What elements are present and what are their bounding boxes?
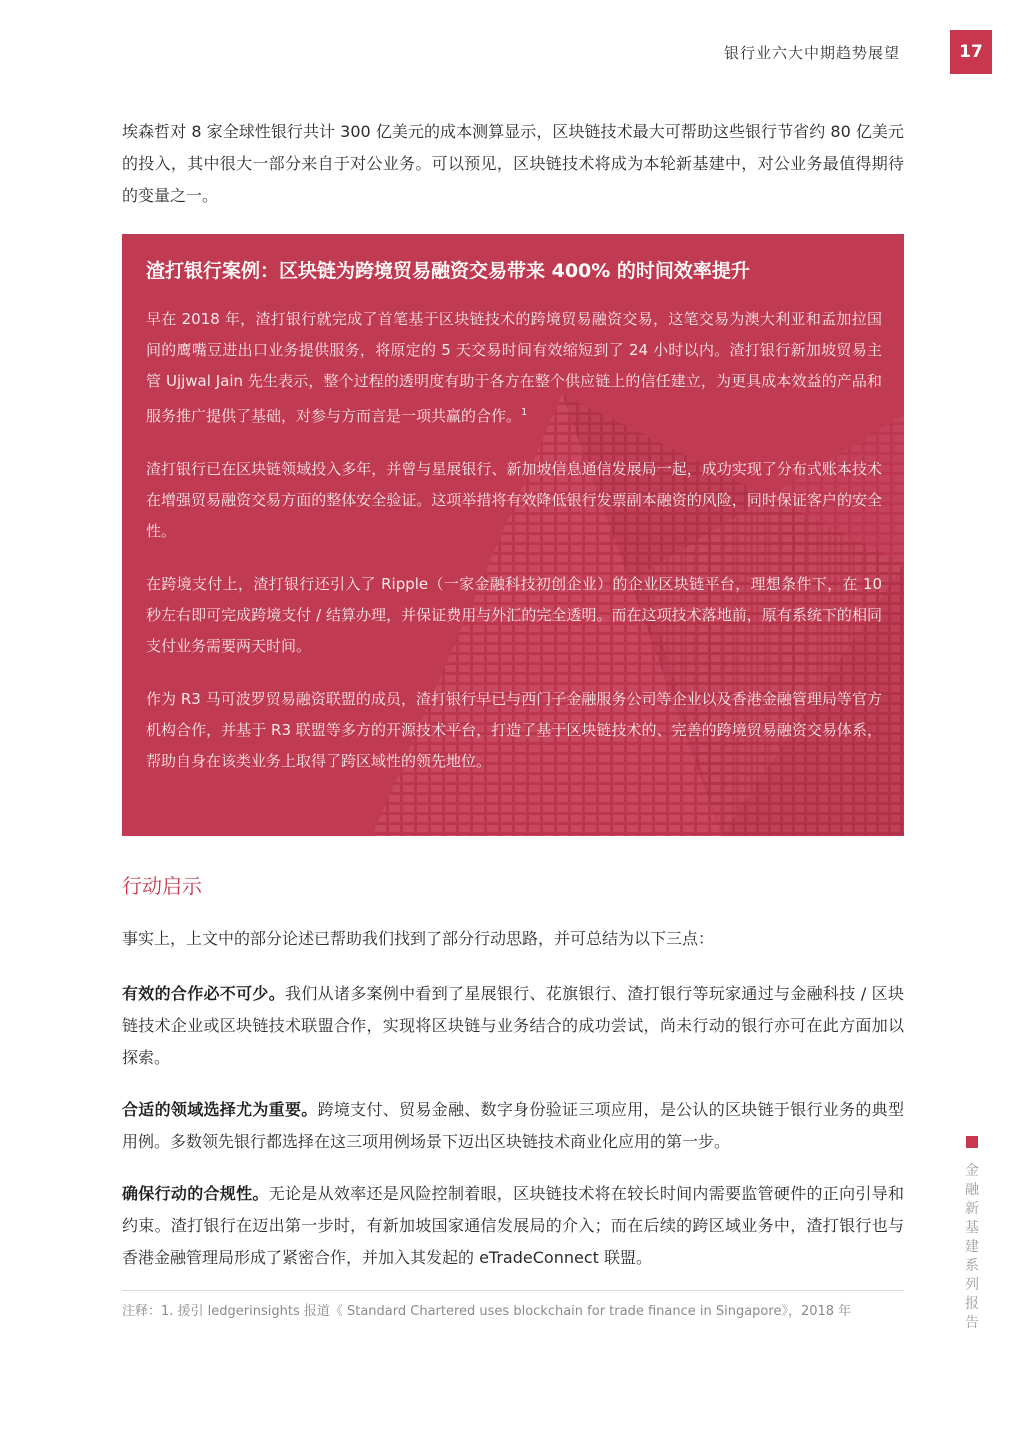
action-point-heading: 合适的领域选择尤为重要。 — [122, 1100, 318, 1119]
case-study-paragraph-1 — [146, 304, 882, 432]
footnote: 注释：1. 援引 ledgerinsights 报道《 Standard Chartered uses blockchain for trade finance in Singapore》，2018 年 — [122, 1304, 852, 1319]
case-study-paragraph-1-text: 早在 2018 年，渣打银行就完成了首笔基于区块链技术的跨境贸易融资交易，这笔交易为澳大利亚和孟加拉国间的鹰嘴豆进出口业务提供服务，将原定的 5 天交易时间有效缩短到了 24 小时以内。渣打银行新加坡贸易主管 Ujjwal Jain 先生表示，整个过程的透明度有助于各方在整个供应链上的信任建立，为更具成本效益的产品和服务推广提供了基础，对参与方而言是一项共赢的合作。 — [146, 310, 882, 425]
action-point-heading: 有效的合作必不可少。 — [122, 984, 286, 1003]
action-lead-paragraph: 事实上，上文中的部分论述已帮助我们找到了部分行动思路，并可总结为以下三点： — [122, 929, 715, 948]
action-point-cooperation — [122, 978, 904, 1074]
case-study-box — [122, 234, 904, 836]
action-section-title: 行动启示 — [122, 874, 202, 898]
action-point-heading: 确保行动的合规性。 — [122, 1184, 269, 1203]
case-study-paragraph-3: 在跨境支付上，渣打银行还引入了 Ripple（一家金融科技初创企业）的企业区块链平台，理想条件下，在 10 秒左右即可完成跨境支付 / 结算办理，并保证费用与外汇的完全透明。而在这项技术落地前，原有系统下的相同支付业务需要两天时间。 — [146, 575, 882, 655]
case-study-paragraph-4: 作为 R3 马可波罗贸易融资联盟的成员，渣打银行早已与西门子金融服务公司等企业以及香港金融管理局等官方机构合作，并基于 R3 联盟等多方的开源技术平台，打造了基于区块链技术的、完善的跨境贸易融资交易体系，帮助自身在该类业务上取得了跨区域性的领先地位。 — [146, 690, 882, 770]
action-point-domain-selection — [122, 1094, 904, 1158]
action-point-body: 跨境支付、贸易金融、数字身份验证三项应用，是公认的区块链于银行业务的典型用例。多数领先银行都选择在这三项用例场景下迈出区块链技术商业化应用的第一步。 — [122, 1100, 904, 1151]
side-marker-square — [966, 1136, 978, 1148]
intro-paragraph: 埃森哲对 8 家全球性银行共计 300 亿美元的成本测算显示，区块链技术最大可帮助这些银行节省约 80 亿美元的投入，其中很大一部分来自于对公业务。可以预见，区块链技术将成为本轮新基建中，对公业务最值得期待的变量之一。 — [122, 122, 904, 205]
header-title: 银行业六大中期趋势展望 — [723, 44, 900, 62]
case-study-paragraph-2: 渣打银行已在区块链领域投入多年，并曾与星展银行、新加坡信息通信发展局一起，成功实现了分布式账本技术在增强贸易融资交易方面的整体安全验证。这项举措将有效降低银行发票副本融资的风险，同时保证客户的安全性。 — [146, 460, 882, 540]
case-study-title: 渣打银行案例：区块链为跨境贸易融资交易带来 400% 的时间效率提升 — [146, 260, 750, 282]
footnote-divider — [122, 1290, 904, 1291]
action-point-compliance — [122, 1178, 904, 1274]
action-point-body: 我们从诸多案例中看到了星展银行、花旗银行、渣打银行等玩家通过与金融科技 / 区块链技术企业或区块链技术联盟合作，实现将区块链与业务结合的成功尝试，尚未行动的银行亦可在此方面加以探索。 — [122, 984, 904, 1067]
footnote-reference: 1 — [521, 407, 528, 418]
action-point-body: 无论是从效率还是风险控制着眼，区块链技术将在较长时间内需要监管硬件的正向引导和约束。渣打银行在迈出第一步时，有新加坡国家通信发展局的介入；而在后续的跨区域业务中，渣打银行也与香港金融管理局形成了紧密合作，并加入其发起的 eTradeConnect 联盟。 — [122, 1184, 904, 1267]
side-series-label: 金融新基建系列报告 — [965, 1163, 979, 1331]
page-number: 17 — [950, 30, 992, 74]
case-study-content — [146, 256, 882, 799]
